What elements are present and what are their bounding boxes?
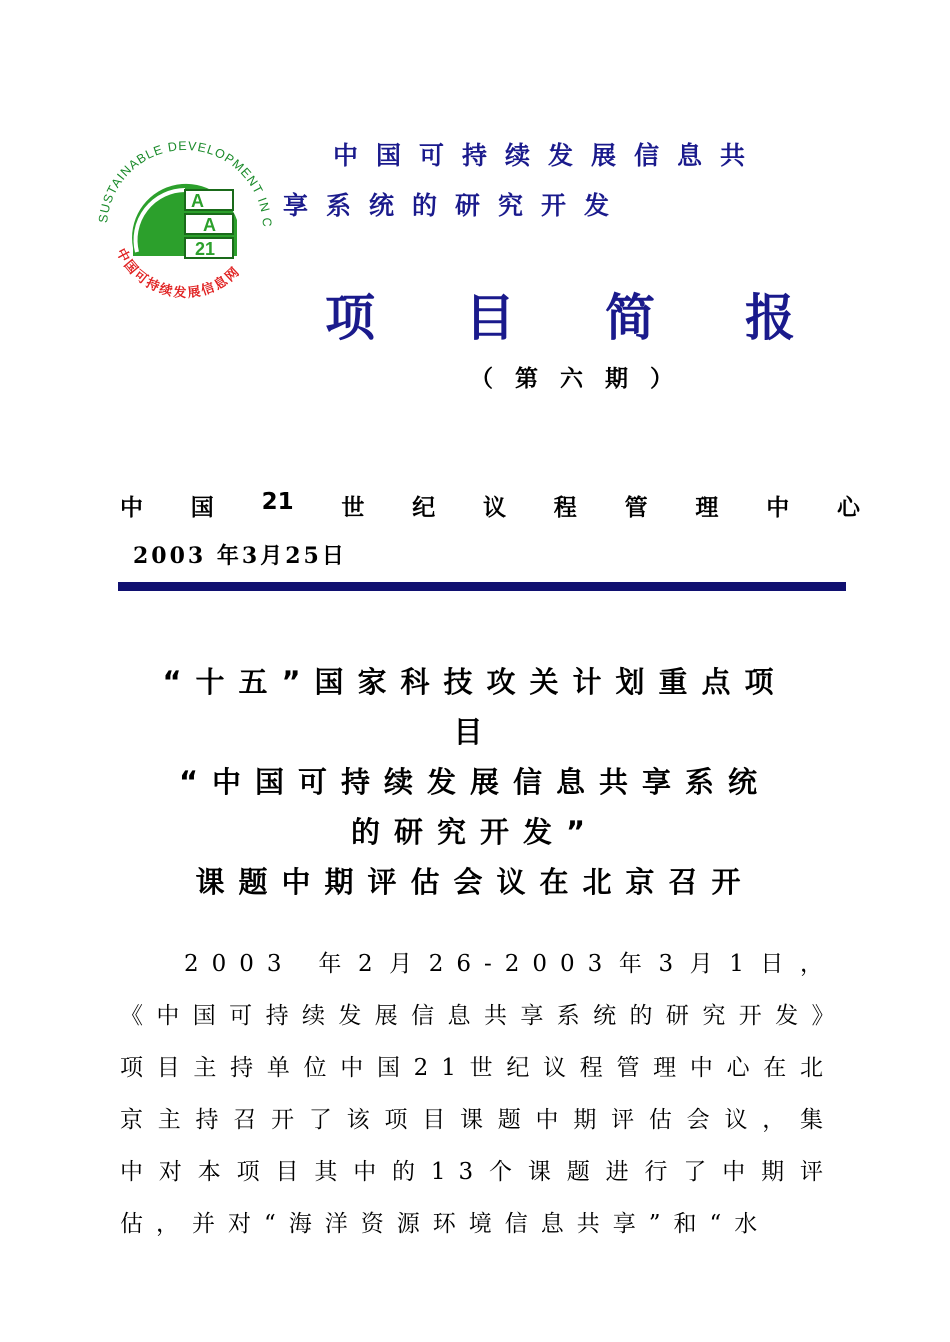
brief-title-char: 目 [465,289,515,347]
publisher [120,489,860,522]
brief-title-char: 简 [605,289,655,347]
publisher-char: 议 [483,495,506,521]
logo [85,118,285,318]
svg-text:A: A [191,191,204,211]
publisher-char: 21 [261,489,294,515]
publisher-char: 中 [120,495,143,521]
headline-line: 的研究开发” [350,815,600,849]
project-name-line1: 中国可持续发展信息共 [333,141,764,170]
brief-title-char: 报 [745,289,795,347]
logo-inner-text: 中国可持续发展信息网 [112,246,244,302]
brief-title-char: 项 [325,289,375,347]
svg-text:21: 21 [195,239,216,259]
headline-line: 课题中期评估会议在北京召开 [195,865,755,899]
header-rule [118,582,846,591]
article-body: 2003 年2月26-2003年3月1日，《中国可持续发展信息共享系统的研究开发》项目主持单位中国21世纪议程管理中心在北京主持召开了该项目课题中期评估会议，集中对本项目其中的13个课题进行了中期评估，并对“海洋资源环境信息共享”和“水 [120,951,836,1237]
publisher-char: 国 [190,495,214,521]
publisher-char: 程 [553,495,577,521]
article-headline [100,657,850,907]
project-name-line2: 享系统的研究开发 [283,191,628,220]
publisher-char: 纪 [412,495,436,521]
headline-line: “中国可持续发展信息共享系统 [178,765,772,799]
logo-emblem [85,118,285,318]
headline-line: “十五”国家科技攻关计划重点项 [162,665,788,699]
publisher-char: 管 [624,495,648,521]
issue-number: （第六期） [470,366,695,392]
publisher-char: 心 [836,495,860,521]
publish-date: 2003 年3月25日 [133,543,347,569]
publisher-char: 中 [766,495,790,521]
svg-text:A: A [203,215,216,235]
logo-outer-text: SUSTAINABLE DEVELOPMENT IN C [96,138,275,229]
publisher-char: 世 [341,495,365,521]
brief-title [325,278,795,350]
publisher-char: 理 [695,495,719,521]
headline-line: 目 [453,715,497,749]
